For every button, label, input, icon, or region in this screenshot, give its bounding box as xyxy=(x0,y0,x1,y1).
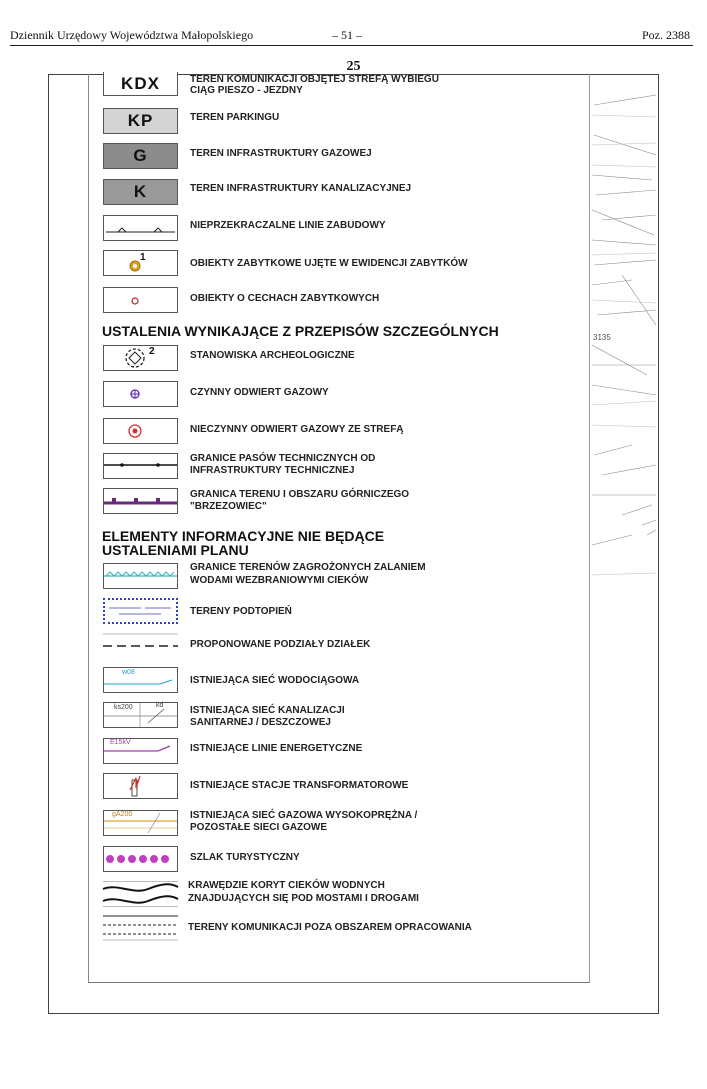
heritage-registered-symbol xyxy=(103,250,178,276)
g-code: G xyxy=(133,146,148,165)
power-lines-label: ISTNIEJĄCE LINIE ENERGETYCZNE xyxy=(190,743,363,754)
water-supply-symbol xyxy=(103,667,178,693)
power-lines-symbol xyxy=(103,738,178,764)
transformer-label: ISTNIEJĄCE STACJE TRANSFORMATOROWE xyxy=(190,780,409,791)
watercourse-edges-icon xyxy=(103,881,178,907)
active-gas-well-label: CZYNNY ODWIERT GAZOWY xyxy=(190,387,329,398)
section-info-heading-1: ELEMENTY INFORMACYJNE NIE BĘDĄCE xyxy=(102,528,385,544)
mining-area-label-1: GRANICA TERENU I OBSZARU GÓRNICZEGO xyxy=(190,489,410,500)
section-special-heading: USTALENIA WYNIKAJĄCE Z PRZEPISÓW SZCZEGÓLNYCH xyxy=(102,323,499,339)
attachment-number: 25 xyxy=(346,59,361,74)
kdx-code: KDX xyxy=(121,73,160,93)
inactive-gas-well-symbol xyxy=(103,418,178,444)
journal-title: Dziennik Urzędowy Województwa Małopolskiego xyxy=(10,28,254,42)
building-line-icon xyxy=(104,216,177,240)
map-fragment xyxy=(592,75,658,1005)
gas-network-symbol xyxy=(103,810,178,836)
sewage-tag-sanitary: ks200 xyxy=(114,704,133,711)
gas-network-label-2: POZOSTAŁE SIECI GAZOWE xyxy=(190,822,328,833)
k-code: K xyxy=(133,182,148,201)
header-rule xyxy=(10,45,693,46)
technical-strips-symbol xyxy=(103,453,178,479)
archaeological-symbol xyxy=(103,345,178,371)
mining-area-label-2: "BRZEZOWIEC" xyxy=(190,501,267,512)
kp-code: KP xyxy=(127,111,154,130)
flood-zone-label-2: WODAMI WEZBRANIOWYMI CIEKÓW xyxy=(190,575,369,586)
flood-zone-icon xyxy=(104,564,177,588)
kp-symbol xyxy=(103,108,178,134)
proposed-divisions-label: PROPONOWANE PODZIAŁY DZIAŁEK xyxy=(190,639,371,650)
waterlogging-icon xyxy=(105,600,176,622)
transport-outside-symbol xyxy=(103,915,178,941)
inactive-gas-well-label: NIECZYNNY ODWIERT GAZOWY ZE STREFĄ xyxy=(190,424,404,435)
archaeological-marker-number: 2 xyxy=(149,346,155,357)
kdx-symbol xyxy=(103,72,178,96)
page-number: – 51 – xyxy=(332,28,362,42)
power-line-tag: E15kV xyxy=(110,739,131,746)
flood-zone-label-1: GRANICE TERENÓW ZAGROŻONYCH ZALANIEM xyxy=(190,562,426,573)
archaeological-label: STANOWISKA ARCHEOLOGICZNE xyxy=(190,350,355,361)
tourist-trail-symbol xyxy=(103,846,178,872)
heritage-registered-label: OBIEKTY ZABYTKOWE UJĘTE W EWIDENCJI ZABYTKÓW xyxy=(190,258,468,269)
transformer-symbol xyxy=(103,773,178,799)
archaeological-icon xyxy=(104,346,177,370)
transport-outside-label: TERENY KOMUNIKACJI POZA OBSZAREM OPRACOWANIA xyxy=(188,922,472,933)
tourist-trail-label: SZLAK TURYSTYCZNY xyxy=(190,852,300,863)
heritage-features-symbol xyxy=(103,287,178,313)
proposed-divisions-icon xyxy=(103,633,178,659)
technical-strips-label-1: GRANICE PASÓW TECHNICZNYCH OD xyxy=(190,453,376,464)
section-info-heading-2: USTALENIAMI PLANU xyxy=(102,542,249,558)
k-symbol xyxy=(103,179,178,205)
active-well-icon xyxy=(104,382,177,406)
map-parcel-number: 3135 xyxy=(593,333,611,342)
mining-area-symbol xyxy=(103,488,178,514)
sewage-label-1: ISTNIEJĄCA SIEĆ KANALIZACJI xyxy=(190,705,345,716)
water-supply-icon xyxy=(104,668,177,692)
k-label: TEREN INFRASTRUKTURY KANALIZACYJNEJ xyxy=(190,183,412,194)
g-symbol xyxy=(103,143,178,169)
technical-strips-label-2: INFRASTRUKTURY TECHNICZNEJ xyxy=(190,465,355,476)
transformer-icon xyxy=(104,774,177,798)
page-header xyxy=(10,28,690,44)
building-line-symbol xyxy=(103,215,178,241)
sewage-symbol xyxy=(103,702,178,728)
heritage-marker-number: 1 xyxy=(140,252,146,263)
transport-outside-icon xyxy=(103,915,178,941)
watercourse-edges-label-2: ZNAJDUJĄCYCH SIĘ POD MOSTAMI I DROGAMI xyxy=(188,893,419,904)
tourist-trail-icon xyxy=(104,847,177,871)
sewage-label-2: SANITARNEJ / DESZCZOWEJ xyxy=(190,717,331,728)
mining-boundary-icon xyxy=(104,489,177,513)
active-gas-well-symbol xyxy=(103,381,178,407)
building-line-label: NIEPRZEKRACZALNE LINIE ZABUDOWY xyxy=(190,220,386,231)
water-supply-label: ISTNIEJĄCA SIEĆ WODOCIĄGOWA xyxy=(190,675,360,686)
proposed-divisions-symbol xyxy=(103,633,178,659)
technical-strip-line-icon xyxy=(104,454,177,478)
sewage-tag-storm: kd xyxy=(156,702,164,709)
gas-network-label-1: ISTNIEJĄCA SIEĆ GAZOWA WYSOKOPRĘŻNA / xyxy=(190,810,418,821)
position-number: Poz. 2388 xyxy=(642,28,690,42)
waterlogging-symbol xyxy=(103,598,178,624)
waterlogging-label: TERENY PODTOPIEŃ xyxy=(190,606,292,617)
kp-label: TEREN PARKINGU xyxy=(190,112,280,123)
watercourse-edges-symbol xyxy=(103,881,178,907)
water-supply-tag: w08 xyxy=(122,669,135,676)
watercourse-edges-label-1: KRAWĘDZIE KORYT CIEKÓW WODNYCH xyxy=(188,880,385,891)
kdx-label: CIĄG PIESZO - JEZDNY xyxy=(190,85,303,96)
gas-network-tag: gA200 xyxy=(112,811,133,818)
flood-zone-symbol xyxy=(103,563,178,589)
heritage-features-label: OBIEKTY O CECHACH ZABYTKOWYCH xyxy=(190,293,380,304)
heritage-circle-icon xyxy=(104,288,177,312)
inactive-well-icon xyxy=(104,419,177,443)
kdx-label-cut xyxy=(190,74,439,79)
g-label: TEREN INFRASTRUKTURY GAZOWEJ xyxy=(190,148,372,159)
